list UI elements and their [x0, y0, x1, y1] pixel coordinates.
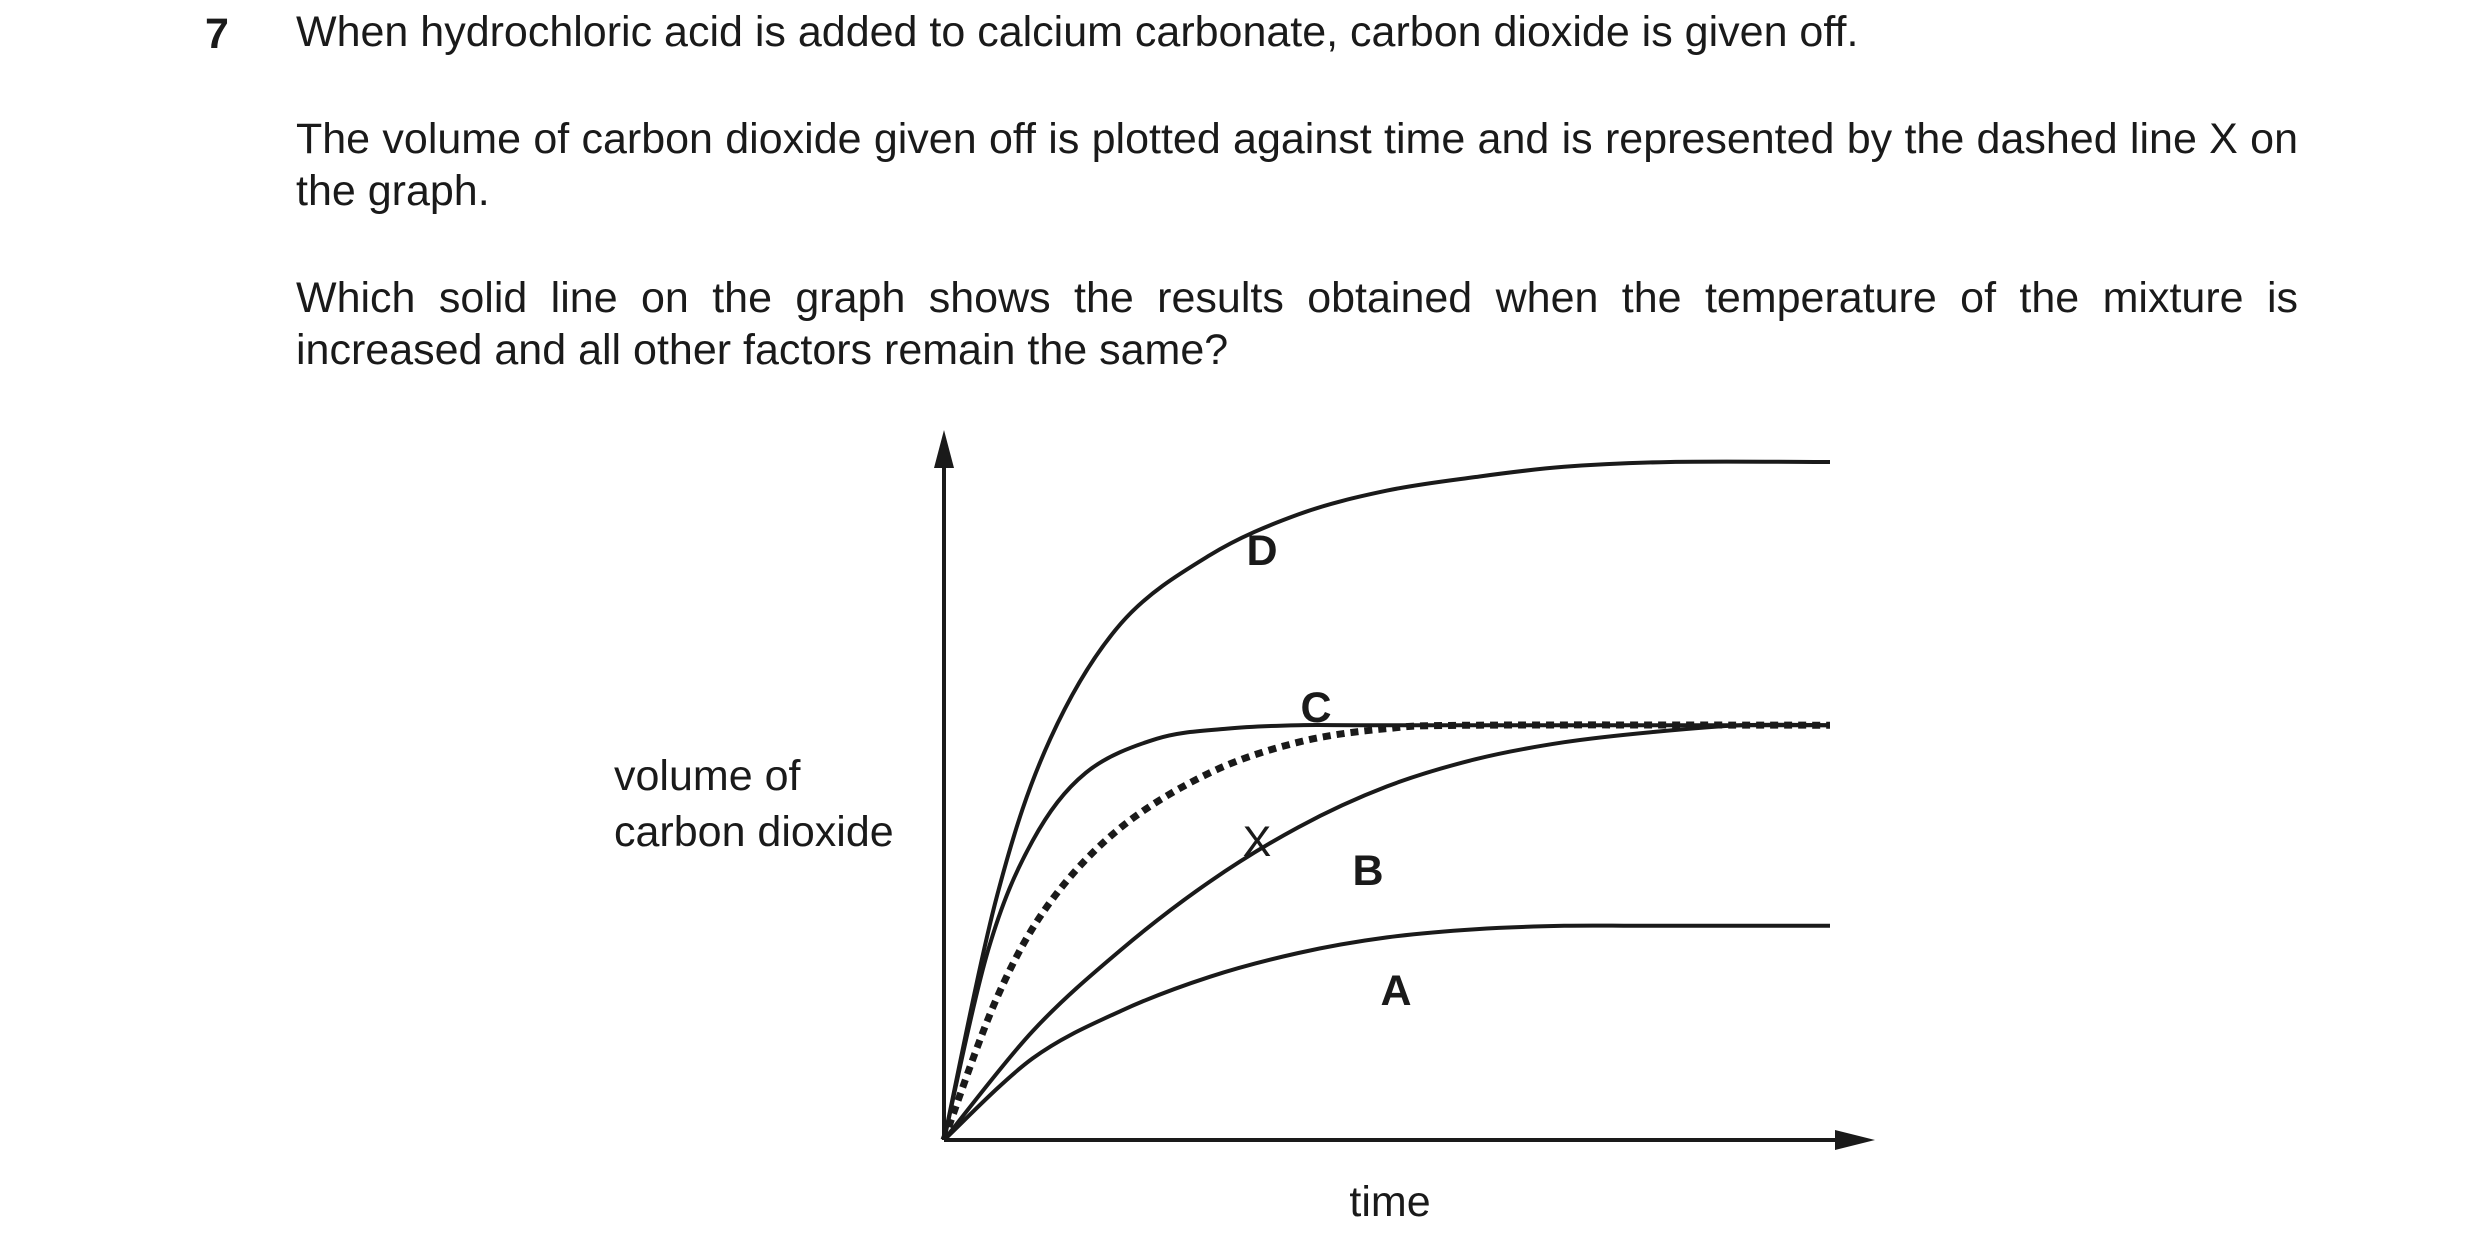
question-prompt: Which solid line on the graph shows the results obtained when the temperature of the mixture is increased and all other factors remain the same?	[296, 274, 2298, 374]
curve-d	[944, 462, 1830, 1140]
curve-label-d: D	[1246, 527, 1278, 575]
question-stem: When hydrochloric acid is added to calcium carbonate, carbon dioxide is given off.	[296, 8, 1859, 56]
curve-b	[944, 725, 1830, 1140]
question-number: 7	[205, 10, 229, 58]
curve-label-c: C	[1300, 684, 1332, 732]
question-context: The volume of carbon dioxide given off is plotted against time and is represented by the dashed line X on the graph.	[296, 115, 2298, 215]
y-axis-label-line-1: volume of	[614, 752, 801, 800]
y-axis-label-line-2: carbon dioxide	[614, 808, 894, 856]
curve-label-x: X	[1242, 818, 1272, 866]
curves	[944, 462, 1830, 1140]
curve-a	[944, 926, 1830, 1140]
y-axis-arrow	[934, 430, 954, 468]
x-axis-label: time	[1349, 1178, 1431, 1226]
curve-label-a: A	[1380, 967, 1412, 1015]
curve-label-b: B	[1352, 847, 1384, 895]
x-axis-arrow	[1835, 1130, 1875, 1150]
axes	[934, 430, 1875, 1150]
curve-labels	[1243, 527, 1412, 1015]
